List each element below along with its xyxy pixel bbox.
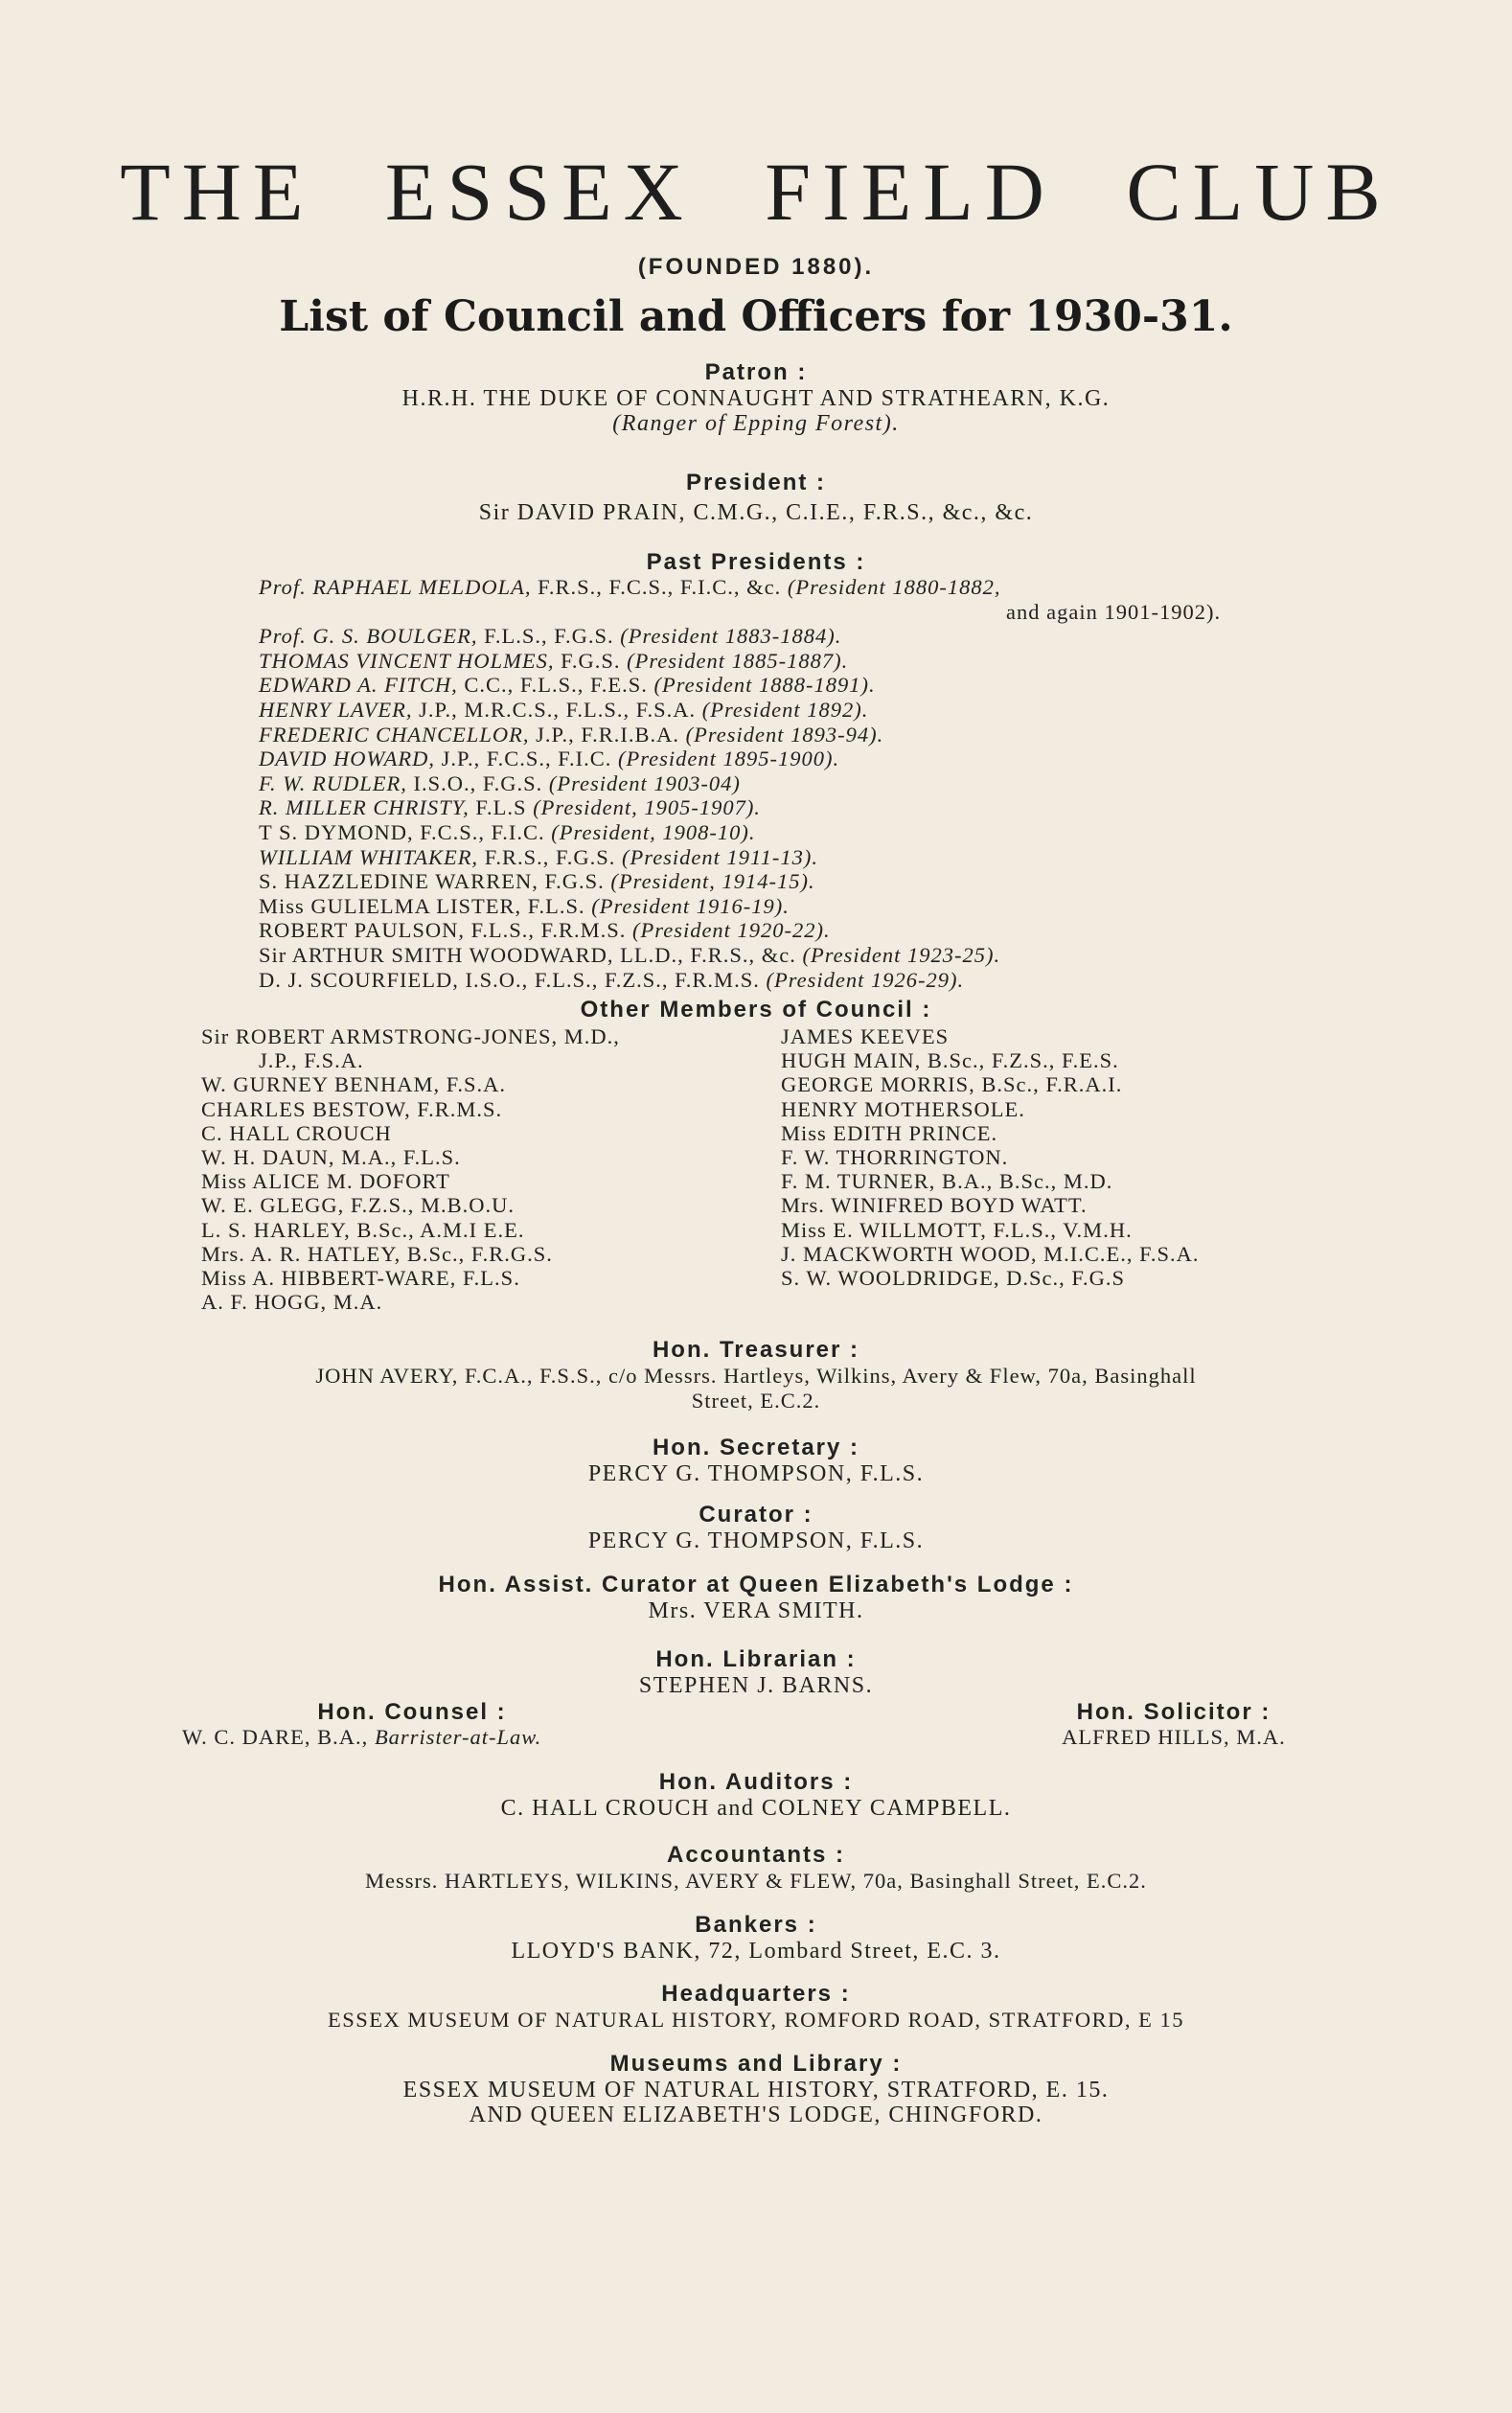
assist-curator-section <box>0 1572 1512 1623</box>
auditors-name: C. HALL CROUCH and COLNEY CAMPBELL. <box>500 1796 1012 1821</box>
counsel-section <box>182 1700 699 1750</box>
list-item: R. MILLER CHRISTY, F.L.S (President, 1905-1907). <box>259 795 761 820</box>
patron-name: H.R.H. THE DUKE OF CONNAUGHT AND STRATHEARN, K.G. <box>401 386 1111 411</box>
patron-note: (Ranger of Epping Forest). <box>612 411 900 436</box>
list-item: and again 1901-1902). <box>1006 599 1222 624</box>
president-heading: President : <box>685 470 827 495</box>
patron-section <box>0 359 1512 436</box>
museums-line-1: ESSEX MUSEUM OF NATURAL HISTORY, STRATFORD, E. 15. <box>402 2078 1110 2103</box>
list-item: WILLIAM WHITAKER, F.R.S., F.G.S. (President 1911-13). <box>259 844 818 869</box>
counsel-role: Barrister-at-Law. <box>368 1725 542 1749</box>
accountants-name: Messrs. HARTLEYS, WILKINS, AVERY & FLEW, 70a, Basinghall Street, E.C.2. <box>365 1869 1147 1893</box>
list-item: F. W. RUDLER, I.S.O., F.G.S. (President 1903-04) <box>259 770 741 795</box>
president-section <box>0 470 1512 525</box>
list-item: HENRY MOTHERSOLE. <box>781 1096 1025 1121</box>
counsel-line <box>182 1725 699 1750</box>
past-presidents-heading: Past Presidents : <box>646 549 866 575</box>
list-item: EDWARD A. FITCH, C.C., F.L.S., F.E.S. (President 1888-1891). <box>259 673 876 698</box>
past-presidents-list <box>259 575 1361 992</box>
list-item: HUGH MAIN, B.Sc., F.Z.S., F.E.S. <box>781 1048 1119 1073</box>
founded-line: (FOUNDED 1880). <box>637 254 875 280</box>
list-item: Miss A. HIBBERT-WARE, F.L.S. <box>201 1266 520 1291</box>
list-item: Prof. G. S. BOULGER, F.L.S., F.G.S. (President 1883-1884). <box>259 624 842 649</box>
accountants-heading: Accountants : <box>666 1842 845 1868</box>
list-item: Miss GULIELMA LISTER, F.L.S. (President 1916-19). <box>259 893 790 918</box>
librarian-heading: Hon. Librarian : <box>655 1646 857 1672</box>
list-item: Miss ALICE M. DOFORT <box>201 1169 450 1194</box>
list-item: THOMAS VINCENT HOLMES, F.G.S. (President 1885-1887). <box>259 648 849 673</box>
list-item: Prof. RAPHAEL MELDOLA, F.R.S., F.C.S., F.I.C., &c. (President 1880-1882, <box>259 575 1001 599</box>
list-item: F. W. THORRINGTON. <box>781 1145 1009 1170</box>
solicitor-heading: Hon. Solicitor : <box>1076 1699 1271 1725</box>
headquarters-section <box>0 1981 1512 2033</box>
librarian-section <box>0 1646 1512 1698</box>
assist-curator-name: Mrs. VERA SMITH. <box>648 1598 864 1623</box>
list-item: CHARLES BESTOW, F.R.M.S. <box>201 1096 503 1121</box>
list-item: JAMES KEEVES <box>781 1024 950 1048</box>
curator-name: PERCY G. THOMPSON, F.L.S. <box>587 1528 925 1553</box>
secretary-heading: Hon. Secretary : <box>652 1435 860 1460</box>
librarian-name: STEPHEN J. BARNS. <box>638 1673 874 1698</box>
list-item: Mrs. WINIFRED BOYD WATT. <box>781 1193 1088 1218</box>
club-title: THE ESSEX FIELD CLUB <box>120 146 1392 238</box>
counsel-heading: Hon. Counsel : <box>317 1699 507 1725</box>
members-left-column <box>201 1024 620 1314</box>
list-item: W. H. DAUN, M.A., F.L.S. <box>201 1145 461 1170</box>
list-item: A. F. HOGG, M.A. <box>201 1290 383 1315</box>
headquarters-heading: Headquarters : <box>661 1981 851 2007</box>
list-item: HENRY LAVER, J.P., M.R.C.S., F.L.S., F.S.A. (President 1892). <box>259 697 869 722</box>
members-right-column <box>781 1024 1199 1290</box>
other-members-heading: Other Members of Council : <box>580 997 932 1023</box>
museums-section <box>0 2051 1512 2127</box>
bankers-section <box>0 1912 1512 1964</box>
list-item: Mrs. A. R. HATLEY, B.Sc., F.R.G.S. <box>201 1241 553 1266</box>
list-item: C. HALL CROUCH <box>201 1120 392 1145</box>
list-item: Sir ROBERT ARMSTRONG-JONES, M.D., <box>201 1024 620 1048</box>
list-item: FREDERIC CHANCELLOR, J.P., F.R.I.B.A. (President 1893-94). <box>259 722 884 747</box>
secretary-section <box>0 1435 1512 1486</box>
bankers-heading: Bankers : <box>695 1912 817 1938</box>
list-item: W. E. GLEGG, F.Z.S., M.B.O.U. <box>201 1193 515 1218</box>
list-item: L. S. HARLEY, B.Sc., A.M.I E.E. <box>201 1217 525 1242</box>
list-item: GEORGE MORRIS, B.Sc., F.R.A.I. <box>781 1072 1123 1097</box>
secretary-name: PERCY G. THOMPSON, F.L.S. <box>587 1461 925 1486</box>
list-item: J.P., F.S.A. <box>259 1048 364 1073</box>
auditors-heading: Hon. Auditors : <box>658 1769 854 1795</box>
accountants-section <box>0 1842 1512 1894</box>
counsel-name: W. C. DARE, B.A., <box>182 1725 369 1749</box>
headquarters-name: ESSEX MUSEUM OF NATURAL HISTORY, ROMFORD ROAD, STRATFORD, E 15 <box>328 2008 1184 2032</box>
list-item: Miss EDITH PRINCE. <box>781 1120 998 1145</box>
museums-line-2: AND QUEEN ELIZABETH'S LODGE, CHINGFORD. <box>469 2103 1043 2127</box>
list-item: ROBERT PAULSON, F.L.S., F.R.M.S. (President 1920-22). <box>259 918 831 943</box>
list-item: S. W. WOOLDRIDGE, D.Sc., F.G.S <box>781 1266 1126 1291</box>
treasurer-section <box>0 1337 1512 1413</box>
solicitor-name: ALFRED HILLS, M.A. <box>1062 1725 1286 1749</box>
treasurer-heading: Hon. Treasurer : <box>652 1337 860 1363</box>
president-name: Sir DAVID PRAIN, C.M.G., C.I.E., F.R.S., &c., &c. <box>478 500 1034 525</box>
list-subtitle: List of Council and Officers for 1930-31. <box>279 292 1233 341</box>
bankers-name: LLOYD'S BANK, 72, Lombard Street, E.C. 3. <box>511 1939 1001 1964</box>
list-item: S. HAZZLEDINE WARREN, F.G.S. (President, 1914-15). <box>259 869 815 894</box>
museums-heading: Museums and Library : <box>609 2051 903 2077</box>
curator-heading: Curator : <box>699 1502 813 1528</box>
list-item: W. GURNEY BENHAM, F.S.A. <box>201 1072 507 1097</box>
list-item: F. M. TURNER, B.A., B.Sc., M.D. <box>781 1169 1113 1194</box>
list-item: J. MACKWORTH WOOD, M.I.C.E., F.S.A. <box>781 1241 1200 1266</box>
list-item: DAVID HOWARD, J.P., F.C.S., F.I.C. (President 1895-1900). <box>259 747 840 771</box>
treasurer-name: JOHN AVERY, F.C.A., F.S.S., c/o Messrs. Hartleys, Wilkins, Avery & Flew, 70a, Basinghall <box>315 1364 1197 1388</box>
list-item: D. J. SCOURFIELD, I.S.O., F.L.S., F.Z.S., F.R.M.S. (President 1926-29). <box>259 967 965 992</box>
list-item: T S. DYMOND, F.C.S., F.I.C. (President, 1908-10). <box>259 819 756 844</box>
list-item: Miss E. WILLMOTT, F.L.S., V.M.H. <box>781 1217 1133 1242</box>
curator-section <box>0 1502 1512 1553</box>
past-presidents-heading-wrap <box>0 549 1512 576</box>
treasurer-address: Street, E.C.2. <box>691 1389 821 1413</box>
solicitor-section <box>1016 1700 1332 1750</box>
patron-heading: Patron : <box>704 359 808 385</box>
assist-curator-heading: Hon. Assist. Curator at Queen Elizabeth's Lodge : <box>438 1572 1074 1597</box>
other-members-heading-wrap <box>0 997 1512 1023</box>
list-item: Sir ARTHUR SMITH WOODWARD, LL.D., F.R.S., &c. (President 1923-25). <box>259 942 1001 967</box>
auditors-section <box>0 1769 1512 1821</box>
